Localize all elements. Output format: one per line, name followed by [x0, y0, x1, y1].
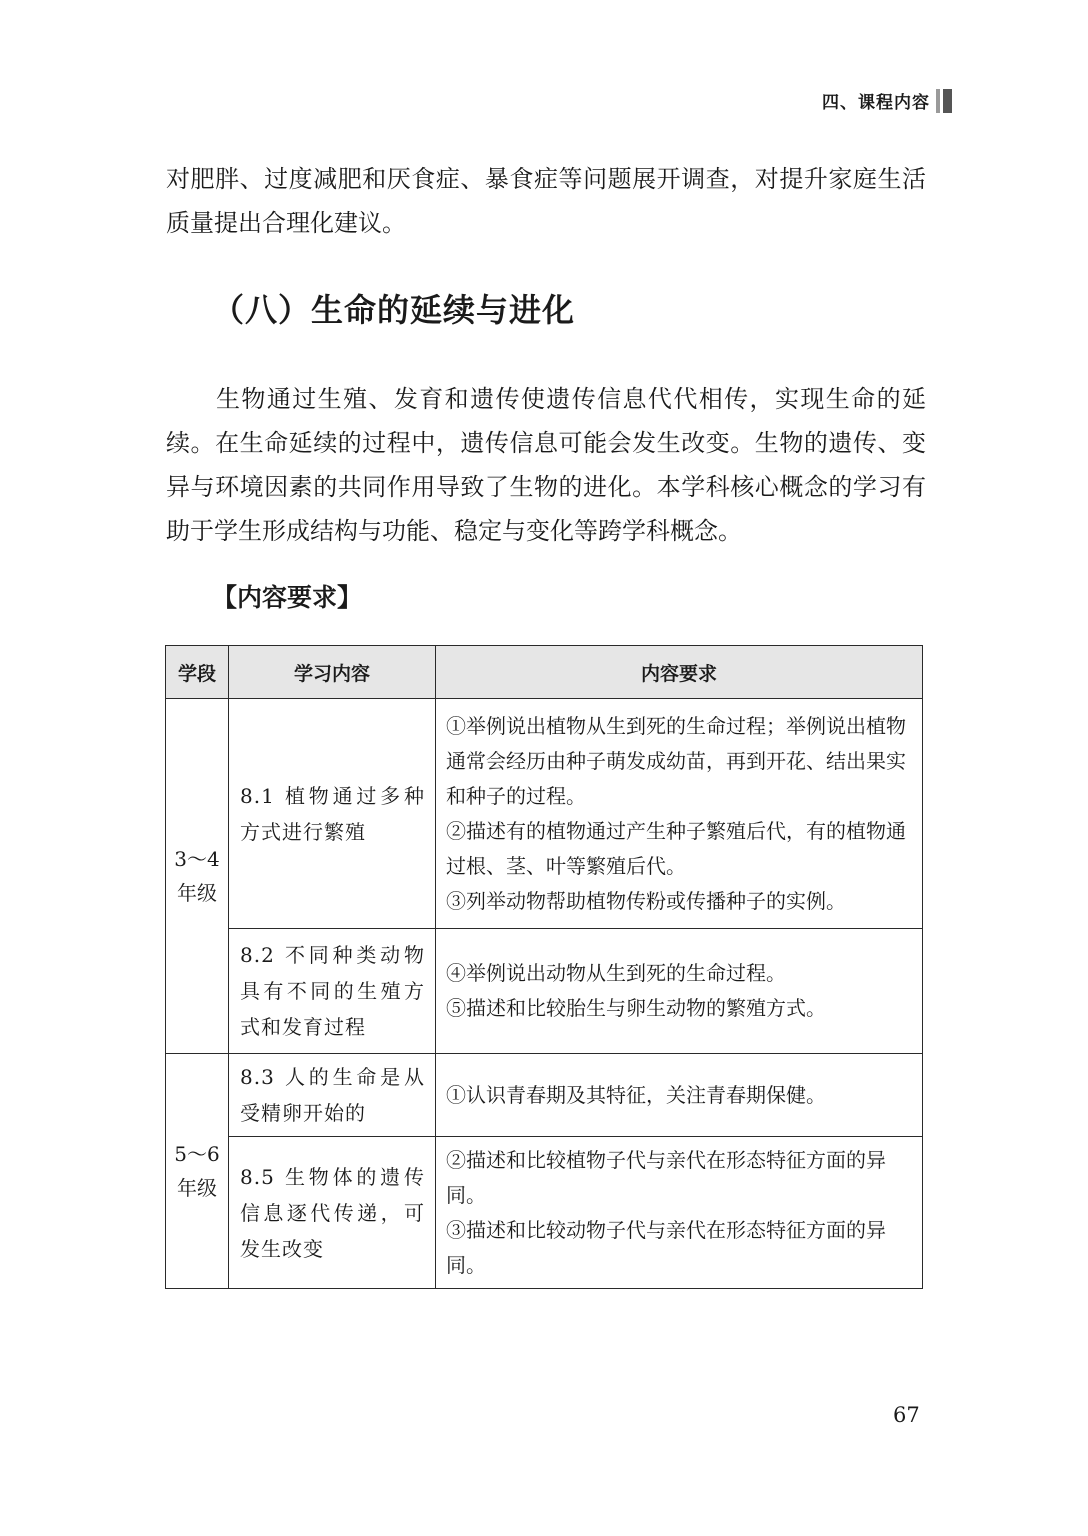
requirements-cell [436, 699, 923, 929]
topic-cell: 8.2 不同种类动物具有不同的生殖方式和发育过程 [229, 929, 436, 1054]
running-header-text: 四、课程内容 [822, 93, 930, 113]
content-requirements-table [165, 645, 923, 1289]
requirements-cell [436, 1137, 923, 1289]
section-paragraph: 生物通过生殖、发育和遗传使遗传信息代代相传，实现生命的延续。在生命延续的过程中，遗传信息可能会发生改变。生物的遗传、变异与环境因素的共同作用导致了生物的进化。本学科核心概念的学习有助于学生形成结构与功能、稳定与变化等跨学科概念。 [166, 385, 926, 545]
grade-range: 5～6 [174, 1142, 220, 1166]
requirement-item: ③列举动物帮助植物传粉或传播种子的实例。 [446, 888, 846, 913]
topic-cell: 8.3 人的生命是从受精卵开始的 [229, 1054, 436, 1137]
topic-cell: 8.5 生物体的遗传信息逐代传递，可发生改变 [229, 1137, 436, 1289]
table-row [166, 1054, 923, 1137]
header-bars-decoration [936, 89, 952, 113]
table-row [166, 1137, 923, 1289]
requirement-item: ①举例说出植物从生到死的生命过程；举例说出植物通常会经历由种子萌发成幼苗，再到开花、结出果实和种子的过程。 [446, 713, 906, 808]
grade-cell [166, 1054, 229, 1289]
grade-unit: 年级 [177, 1176, 217, 1200]
subsection-title: 【内容要求】 [212, 583, 363, 612]
section-title: （八）生命的延续与进化 [212, 291, 576, 329]
requirement-item: ⑤描述和比较胎生与卵生动物的繁殖方式。 [446, 996, 826, 1020]
grade-unit: 年级 [177, 881, 217, 905]
table-header-row [166, 646, 923, 699]
grade-cell [166, 699, 229, 1054]
table-row [166, 699, 923, 929]
requirement-item: ③描述和比较动物子代与亲代在形态特征方面的异同。 [446, 1217, 886, 1277]
requirements-cell [436, 929, 923, 1054]
requirement-item: ②描述有的植物通过产生种子繁殖后代，有的植物通过根、茎、叶等繁殖后代。 [446, 818, 906, 878]
requirements-cell [436, 1054, 923, 1137]
running-header [822, 88, 952, 113]
topic-cell: 8.1 植物通过多种方式进行繁殖 [229, 699, 436, 929]
requirement-item: ②描述和比较植物子代与亲代在形态特征方面的异同。 [446, 1147, 886, 1207]
requirement-item: ④举例说出动物从生到死的生命过程。 [446, 961, 786, 985]
header-grade: 学段 [166, 646, 229, 699]
requirement-item: ①认识青春期及其特征，关注青春期保健。 [446, 1082, 826, 1107]
header-requirements: 内容要求 [436, 646, 923, 699]
intro-paragraph: 对肥胖、过度减肥和厌食症、暴食症等问题展开调查，对提升家庭生活质量提出合理化建议。 [166, 165, 926, 237]
page-number: 67 [893, 1403, 920, 1427]
header-topic: 学习内容 [229, 646, 436, 699]
grade-range: 3～4 [174, 847, 220, 871]
table-row [166, 929, 923, 1054]
